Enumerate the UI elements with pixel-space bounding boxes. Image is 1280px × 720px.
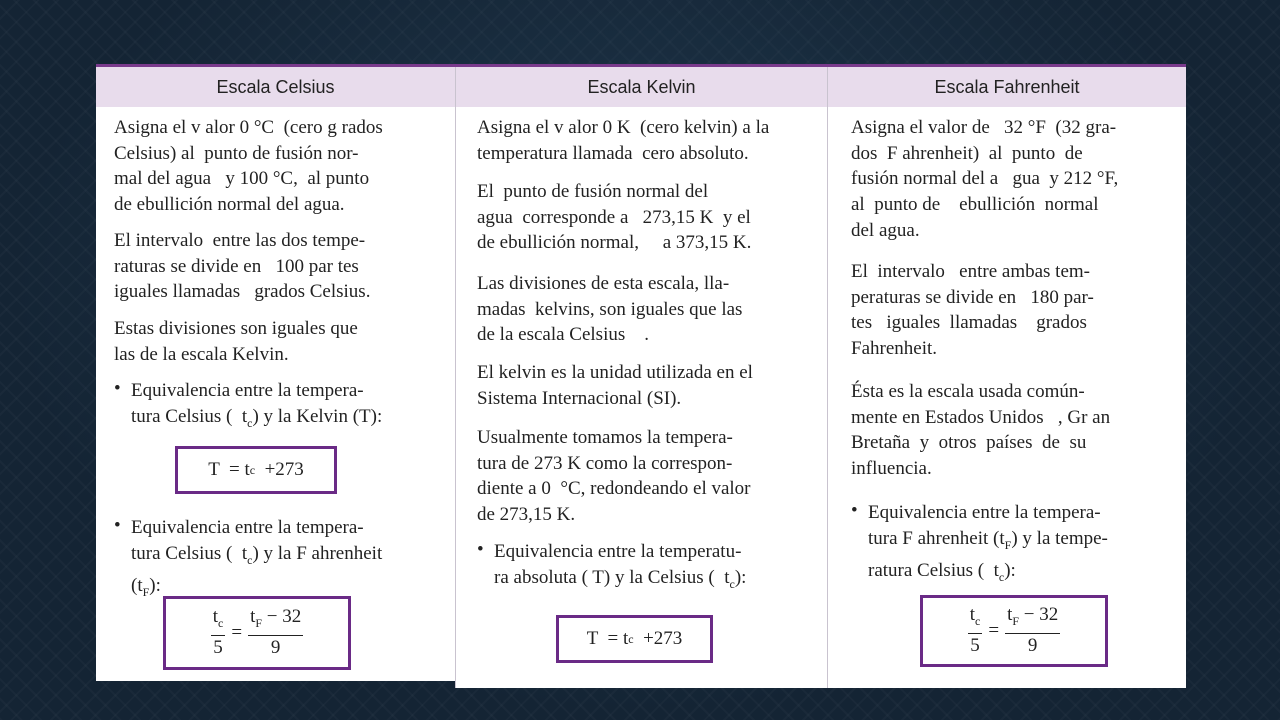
paragraph: Usualmente tomamos la tempera- tura de 273 K como la correspon- diente a 0 °C, redondeando el valor de 273,15 K. xyxy=(477,427,751,526)
column-header-celsius: Escala Celsius xyxy=(96,67,455,107)
formula-fahrenheit-celsius: $\frac{t_c}{5}$ = $\frac{t_F - 32}{9}$ xyxy=(163,596,351,670)
bullet-text: Equivalencia entre la temperatu- ra absoluta ( T) y la Celsius ( $t_c$): xyxy=(494,541,747,591)
bullet-text: Equivalencia entre la tempera- tura Celsius ( $t_c$) y la Kelvin (T): xyxy=(131,380,383,430)
fraction: $\frac{t_F - 32}{9}$ xyxy=(250,606,302,658)
paragraph: Asigna el valor de 32 °F (32 gra- dos F ahrenheit) al punto de fusión normal del a gua y 212 °F, al punto de ebullición normal del agua. xyxy=(851,117,1119,241)
column-header-fahrenheit: Escala Fahrenheit xyxy=(828,67,1186,107)
formula-fahrenheit-celsius: $\frac{t_c}{5}$ = $\frac{t_F - 32}{9}$ xyxy=(920,595,1108,667)
paragraph: Ésta es la escala usada común- mente en Estados Unidos , Gr an Bretaña y otros países de su influencia. xyxy=(851,381,1111,480)
bullet-dot: • xyxy=(114,378,121,399)
formula-kelvin-celsius: T = t c +273 xyxy=(556,615,713,663)
paragraph: Asigna el v alor 0 °C (cero g rados Celsius) al punto de fusión nor- mal del agua y 100 °C, al punto de ebullición normal del agua. xyxy=(114,117,383,216)
bullet-dot: • xyxy=(477,539,484,560)
bullet-text: Equivalencia entre la tempera- tura F ahrenheit $(t_F)$ y la tempe- ratura Celsius ( $t_c$): xyxy=(868,502,1108,584)
paragraph: Las divisiones de esta escala, lla- madas kelvins, son iguales que las de la escala Celsius . xyxy=(477,273,743,346)
paragraph: Estas divisiones son iguales que las de la escala Kelvin. xyxy=(114,318,358,365)
column-celsius xyxy=(96,67,455,681)
paragraph: El intervalo entre las dos tempe- raturas se divide en 100 par tes iguales llamadas grados Celsius. xyxy=(114,230,371,303)
column-fahrenheit xyxy=(827,67,1186,688)
paragraph: Asigna el v alor 0 K (cero kelvin) a la temperatura llamada cero absoluto. xyxy=(477,117,770,164)
formula-kelvin-celsius: T = t c +273 xyxy=(175,446,337,494)
paragraph: El punto de fusión normal del agua corresponde a 273,15 K y el de ebullición normal, a 373,15 K. xyxy=(477,181,752,254)
paragraph: El intervalo entre ambas tem- peraturas se divide en 180 par- tes iguales llamadas grados Fahrenheit. xyxy=(851,261,1094,360)
fraction: $\frac{t_c}{5}$ xyxy=(969,604,981,656)
column-kelvin xyxy=(455,67,827,688)
fraction: $\frac{t_F - 32}{9}$ xyxy=(1007,604,1059,656)
bullet-text: Equivalencia entre la tempera- tura Celsius ( $t_c$) y la F ahrenheit $(t_F)$: xyxy=(131,517,383,599)
paragraph: El kelvin es la unidad utilizada en el Sistema Internacional (SI). xyxy=(477,362,753,409)
fraction: $\frac{t_c}{5}$ xyxy=(212,606,224,658)
comparison-table xyxy=(96,64,1186,688)
bullet-dot: • xyxy=(851,500,858,521)
column-header-kelvin: Escala Kelvin xyxy=(456,67,827,107)
bullet-dot: • xyxy=(114,515,121,536)
